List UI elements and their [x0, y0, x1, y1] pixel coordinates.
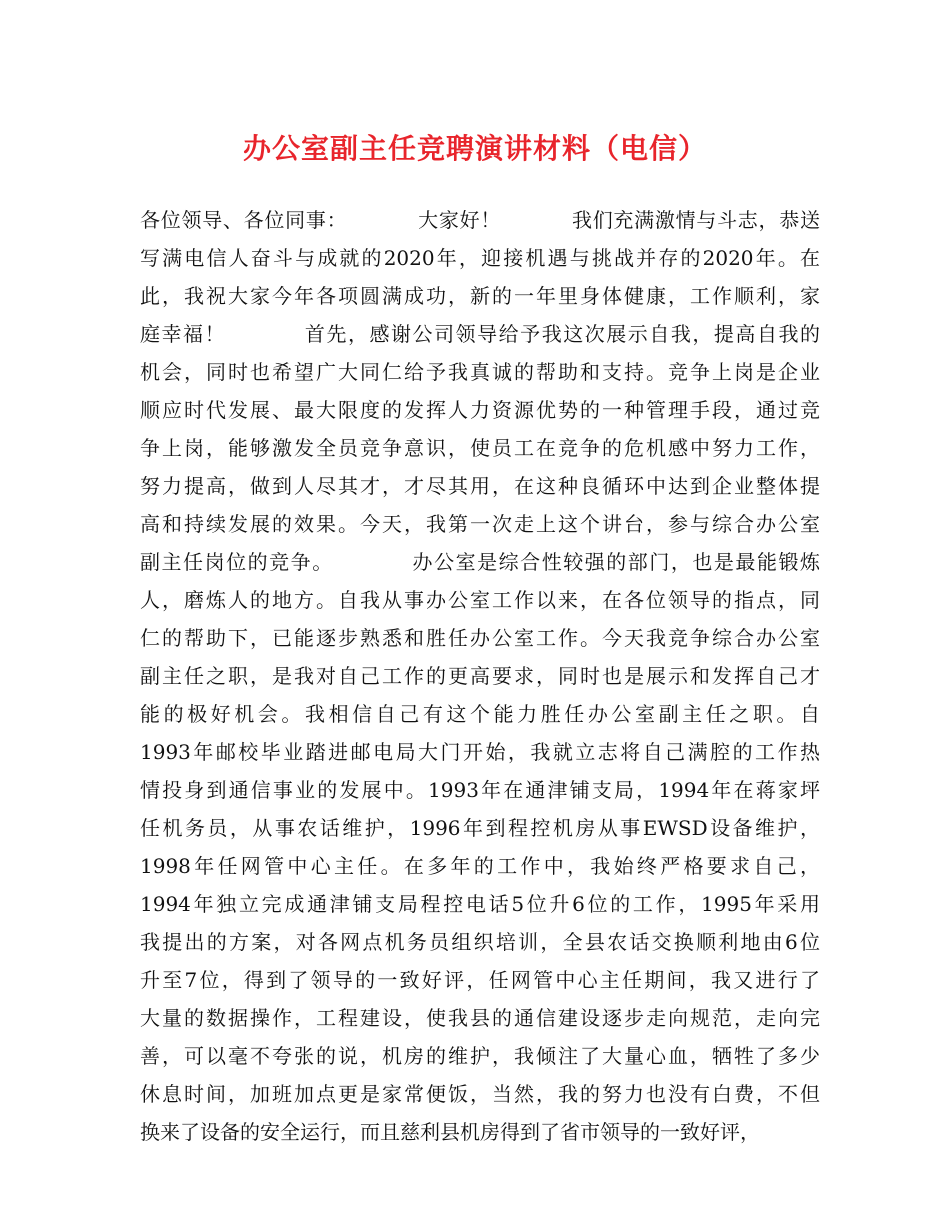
text-line: 写满电信人奋斗与成就的2020年，迎接机遇与挑战并存的2020年。在: [140, 246, 820, 270]
text-line: 机会，同时也希望广大同仁给予我真诚的帮助和支持。竞争上岗是企业: [140, 360, 820, 384]
body-text: [140, 201, 820, 1151]
text-line: 顺应时代发展、最大限度的发挥人力资源优势的一种管理手段，通过竞: [140, 398, 820, 422]
text-line: 1994年独立完成通津铺支局程控电话5位升6位的工作，1995年采用: [140, 892, 820, 916]
text-line: 情投身到通信事业的发展中。1993年在通津铺支局，1994年在蒋家坪: [140, 778, 820, 802]
text-line: 善，可以毫不夸张的说，机房的维护，我倾注了大量心血，牺牲了多少: [140, 1044, 820, 1068]
text-line: 副主任之职，是我对自己工作的更高要求，同时也是展示和发挥自己才: [140, 664, 820, 688]
text-line: 争上岗，能够激发全员竞争意识，使员工在竞争的危机感中努力工作，: [140, 436, 820, 460]
text-line: 我提出的方案，对各网点机务员组织培训，全县农话交换顺利地由6位: [140, 930, 820, 954]
text-line: 努力提高，做到人尽其才，才尽其用，在这种良循环中达到企业整体提: [140, 474, 820, 498]
text-line: 大量的数据操作，工程建设，使我县的通信建设逐步走向规范，走向完: [140, 1006, 820, 1030]
text-line: 各位领导、各位同事： 大家好！ 我们充满激情与斗志，恭送: [140, 208, 820, 232]
text-line: 庭幸福！ 首先，感谢公司领导给予我这次展示自我，提高自我的: [140, 322, 820, 346]
text-line: 休息时间，加班加点更是家常便饭，当然，我的努力也没有白费，不但: [140, 1082, 820, 1106]
text-line: 此，我祝大家今年各项圆满成功，新的一年里身体健康，工作顺利，家: [140, 284, 820, 308]
text-line: 1998年任网管中心主任。在多年的工作中，我始终严格要求自己，: [140, 854, 820, 878]
text-line: 升至7位，得到了领导的一致好评，任网管中心主任期间，我又进行了: [140, 968, 820, 992]
text-line: 人，磨炼人的地方。自我从事办公室工作以来，在各位领导的指点，同: [140, 588, 820, 612]
text-line: 能的极好机会。我相信自己有这个能力胜任办公室副主任之职。自: [140, 702, 820, 726]
page-title: 办公室副主任竞聘演讲材料（电信）: [242, 132, 707, 165]
text-line: 换来了设备的安全运行，而且慈利县机房得到了省市领导的一致好评，: [140, 1120, 760, 1144]
text-line: 副主任岗位的竞争。 办公室是综合性较强的部门，也是最能锻炼: [140, 550, 820, 574]
text-line: 高和持续发展的效果。今天，我第一次走上这个讲台，参与综合办公室: [140, 512, 820, 536]
text-line: 仁的帮助下，已能逐步熟悉和胜任办公室工作。今天我竞争综合办公室: [140, 626, 820, 650]
text-line: 1993年邮校毕业踏进邮电局大门开始，我就立志将自己满腔的工作热: [140, 740, 820, 764]
text-line: 任机务员，从事农话维护，1996年到程控机房从事EWSD设备维护，: [140, 816, 820, 840]
